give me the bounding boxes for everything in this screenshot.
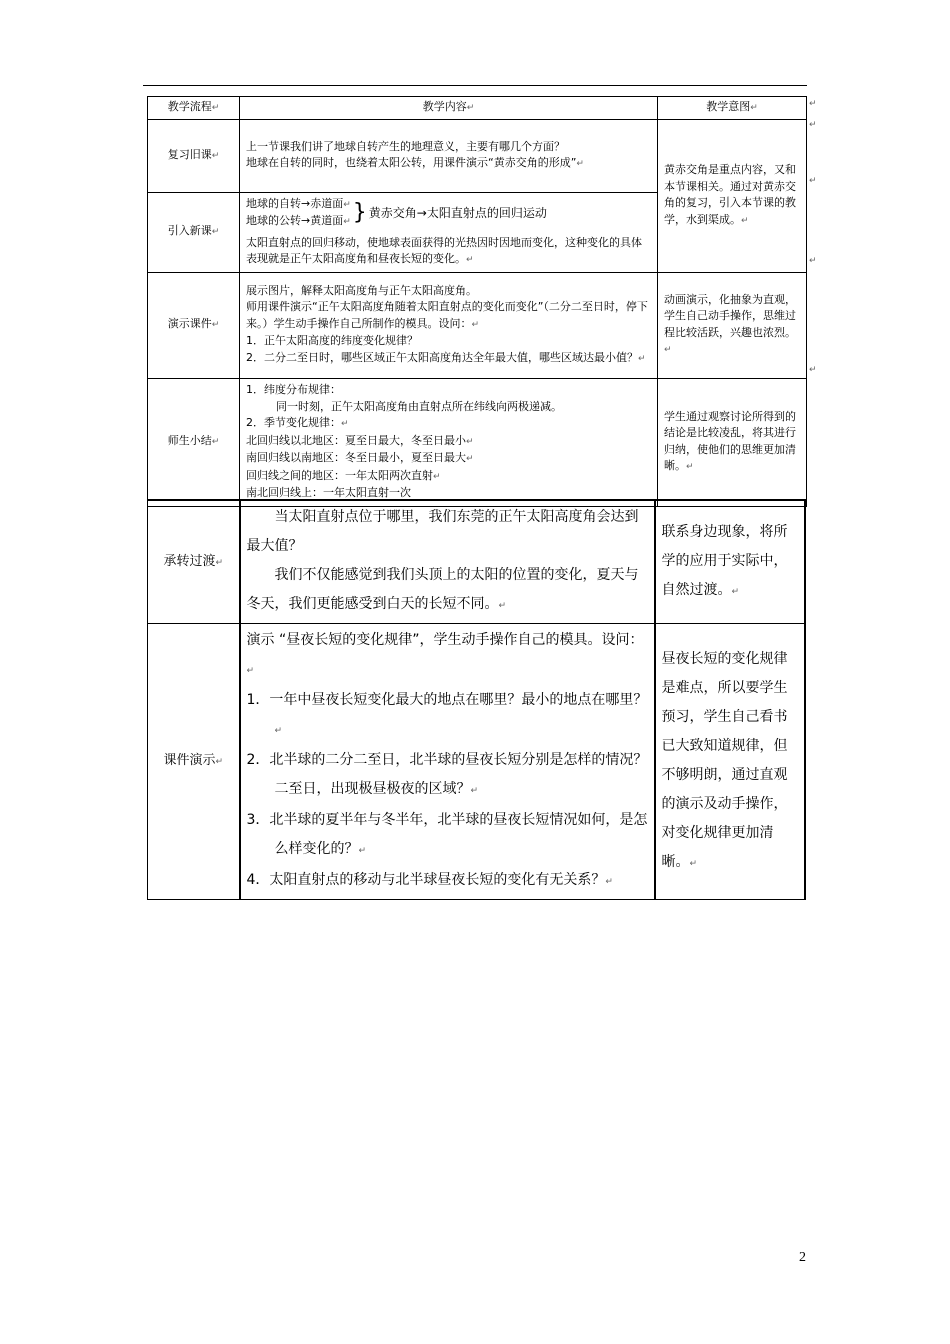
table-row <box>148 624 805 900</box>
flow-cell: 演示课件↵ <box>148 272 240 378</box>
flow-cell: 承转过渡↵ <box>148 500 240 624</box>
flow-cell: 引入新课↵ <box>148 192 240 272</box>
paragraph-mark: ↵ <box>809 176 817 186</box>
intent-cell: 黄赤交角是重点内容，又和本节课相关。通过对黄赤交角的复习，引入本节课的教学，水到渠成。↵ <box>658 119 807 272</box>
paragraph-mark: ↵ <box>809 365 817 375</box>
header-intent: 教学意图↵ <box>658 97 807 120</box>
flow-cell: 复习旧课↵ <box>148 119 240 192</box>
header-content: 教学内容↵ <box>240 97 658 120</box>
table-row <box>148 119 807 192</box>
lesson-table-part1 <box>147 96 807 507</box>
paragraph-mark: ↵ <box>809 256 817 266</box>
table-header-row <box>148 97 807 120</box>
intent-cell: 昼夜长短的变化规律是难点，所以要学生预习，学生自己看书已大致知道规律，但不够明朗，通过直观的演示及动手操作，对变化规律更加清晰。↵ <box>655 624 805 900</box>
table-row <box>148 500 805 624</box>
flow-cell: 课件演示↵ <box>148 624 240 900</box>
intent-cell: 联系身边现象，将所学的应用于实际中，自然过渡。↵ <box>655 500 805 624</box>
page-number: 2 <box>799 1250 806 1265</box>
table-row <box>148 378 807 506</box>
header-rule <box>143 85 807 86</box>
content-cell: 当太阳直射点位于哪里，我们东莞的正午太阳高度角会达到最大值？ 我们不仅能感觉到我们头顶上的太阳的位置的变化，夏天与冬天，我们更能感受到白天的长短不同。↵ <box>240 500 655 624</box>
lesson-table-part2 <box>147 499 806 900</box>
header-flow: 教学流程↵ <box>148 97 240 120</box>
table-row <box>148 272 807 378</box>
content-cell: 地球的自转→赤道面↵ 地球的公转→黄道面↵ } 黄赤交角→太阳直射点的回归运动 太阳直射点的回归移动，使地球表面获得的光热因时因地而变化，这种变化的具体表现就是正午太阳高度角和昼夜长短的变化。↵ <box>240 192 658 272</box>
content-cell: 1．纬度分布规律： 同一时刻，正午太阳高度角由直射点所在纬线向两极递减。 2．季节变化规律：↵ 北回归线以北地区：夏至日最大，冬至日最小↵ 南回归线以南地区：冬至日最小，夏至日最大↵ 回归线之间的地区：一年太阳两次直射↵ 南北回归线上：一年太阳直射一次 <box>240 378 658 506</box>
intent-cell: 动画演示，化抽象为直观，学生自己动手操作，思维过程比较活跃，兴趣也浓烈。↵ <box>658 272 807 378</box>
intent-cell: 学生通过观察讨论所得到的结论是比较凌乱，将其进行归纳，使他们的思维更加清晰。↵ <box>658 378 807 506</box>
paragraph-mark: ↵ <box>809 99 817 109</box>
content-cell: 上一节课我们讲了地球自转产生的地理意义，主要有哪几个方面？ 地球在自转的同时，也绕着太阳公转，用课件演示“黄赤交角的形成”↵ <box>240 119 658 192</box>
content-cell: 演示 “昼夜长短的变化规律”，学生动手操作自己的模具。设问：↵ 1．一年中昼夜长短变化最大的地点在哪里？最小的地点在哪里？↵ 2．北半球的二分二至日，北半球的昼夜长短分别是怎样的情况？二至日，出现极昼极夜的区域？↵ 3．北半球的夏半年与冬半年，北半球的昼夜长短情况如何，是怎么样变化的？↵ 4．太阳直射点的移动与北半球昼夜长短的变化有无关系？↵ <box>240 624 655 900</box>
brace-symbol: } <box>352 200 367 225</box>
flow-cell: 师生小结↵ <box>148 378 240 506</box>
paragraph-mark: ↵ <box>809 120 817 130</box>
content-cell: 展示图片，解释太阳高度角与正午太阳高度角。 师用课件演示“正午太阳高度角随着太阳直射点的变化而变化”（二分二至日时，停下来。）学生动手操作自己所制作的模具。设问：↵ 1．正午太阳高度的纬度变化规律？ 2．二分二至日时，哪些区域正午太阳高度角达全年最大值，哪些区域达最小值？↵ <box>240 272 658 378</box>
